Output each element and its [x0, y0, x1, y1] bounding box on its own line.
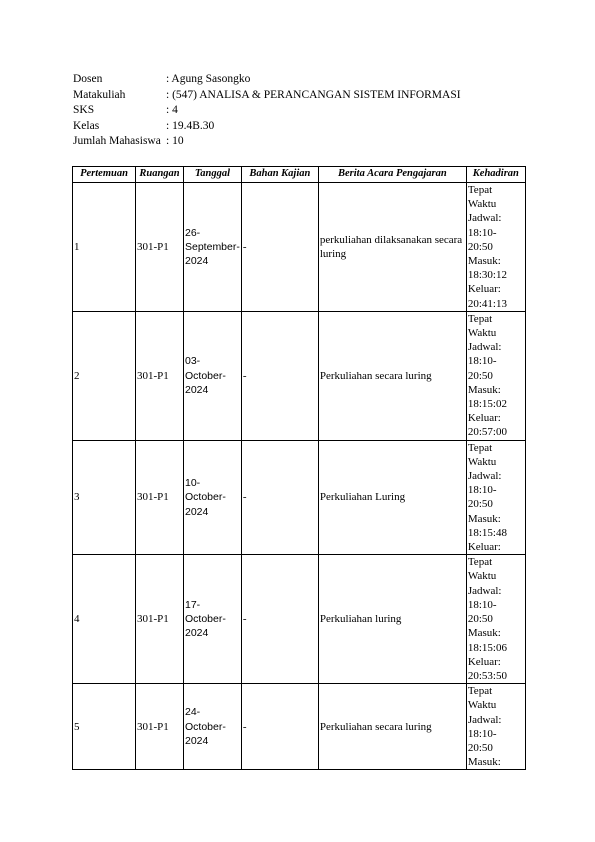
kehadiran-line: 18:30:12: [467, 269, 507, 282]
kehadiran-line: 18:15:02: [467, 398, 507, 411]
kehadiran-line: 18:10-: [467, 355, 497, 368]
kehadiran-line: Jadwal:: [467, 470, 502, 483]
tanggal-line: October-: [185, 720, 226, 733]
tanggal-line: 26-: [185, 226, 201, 239]
kehadiran-line: 20:50: [467, 369, 493, 382]
info-value: : 19.4B.30: [166, 119, 215, 132]
info-value: : (547) ANALISA & PERANCANGAN SISTEM INFORMASI: [166, 88, 461, 101]
kehadiran-line: 20:50: [467, 240, 493, 253]
info-row-sks: [73, 103, 461, 119]
table-row: [73, 684, 526, 770]
header-pertemuan: Pertemuan: [73, 167, 136, 183]
kehadiran-line: 20:41:13: [467, 297, 507, 310]
attendance-table: [72, 166, 526, 770]
kehadiran-line: Tepat: [467, 441, 493, 454]
kehadiran-line: Waktu: [467, 455, 497, 468]
info-row-kelas: [73, 119, 461, 135]
course-info: [73, 72, 461, 150]
tanggal-line: 10-: [185, 477, 201, 490]
cell-tanggal: [184, 440, 242, 555]
tanggal-line: 03-: [185, 355, 201, 368]
info-row-matakuliah: [73, 88, 461, 104]
table-row: [73, 440, 526, 555]
cell-tanggal: [184, 183, 242, 312]
kehadiran-line: Jadwal:: [467, 584, 502, 597]
info-value: : Agung Sasongko: [166, 73, 251, 85]
kehadiran-line: 18:10-: [467, 226, 497, 239]
tanggal-line: October-: [185, 369, 226, 382]
cell-berita-acara: Perkuliahan secara luring: [318, 311, 466, 440]
cell-ruangan: 301-P1: [136, 684, 184, 770]
info-label: Jumlah Mahasiswa: [73, 135, 161, 147]
info-label: Matakuliah: [73, 88, 126, 101]
cell-kehadiran: [466, 311, 525, 440]
tanggal-line: 2024: [185, 505, 209, 518]
tanggal-line: 24-: [185, 706, 201, 719]
kehadiran-line: Jadwal:: [467, 341, 502, 354]
kehadiran-line: 18:10-: [467, 598, 497, 611]
cell-ruangan: 301-P1: [136, 311, 184, 440]
cell-pertemuan: 3: [73, 440, 136, 555]
kehadiran-line: Keluar:: [467, 541, 501, 554]
cell-tanggal: [184, 555, 242, 684]
cell-tanggal: [184, 684, 242, 770]
cell-ruangan: 301-P1: [136, 555, 184, 684]
kehadiran-line: 20:53:50: [467, 669, 507, 682]
cell-ruangan: 301-P1: [136, 440, 184, 555]
info-row-dosen: [73, 72, 461, 88]
cell-kehadiran: [466, 183, 525, 312]
table-row: [73, 183, 526, 312]
cell-kehadiran: [466, 684, 525, 770]
tanggal-line: 2024: [185, 383, 209, 396]
info-label: Kelas: [73, 119, 100, 132]
kehadiran-line: Jadwal:: [467, 212, 502, 225]
cell-berita-acara: perkuliahan dilaksanakan secara luring: [318, 183, 466, 312]
cell-pertemuan: 2: [73, 311, 136, 440]
cell-bahan-kajian: -: [241, 440, 318, 555]
kehadiran-line: 18:10-: [467, 484, 497, 497]
kehadiran-line: Keluar:: [467, 283, 501, 296]
kehadiran-line: Waktu: [467, 327, 497, 340]
cell-tanggal: [184, 311, 242, 440]
kehadiran-line: 18:10-: [467, 727, 497, 740]
header-tanggal: Tanggal: [184, 167, 242, 183]
header-berita-acara: Berita Acara Pengajaran: [318, 167, 466, 183]
cell-berita-acara: Perkuliahan luring: [318, 555, 466, 684]
kehadiran-line: Jadwal:: [467, 713, 502, 726]
header-ruangan: Ruangan: [136, 167, 184, 183]
kehadiran-line: Tepat: [467, 685, 493, 698]
table-header-row: [73, 167, 526, 183]
cell-berita-acara: Perkuliahan secara luring: [318, 684, 466, 770]
kehadiran-line: Waktu: [467, 699, 497, 712]
kehadiran-line: Masuk:: [467, 255, 501, 268]
cell-bahan-kajian: -: [241, 555, 318, 684]
info-row-jumlah-mahasiswa: [73, 134, 461, 150]
cell-pertemuan: 5: [73, 684, 136, 770]
header-kehadiran: Kehadiran: [466, 167, 525, 183]
kehadiran-line: 20:50: [467, 498, 493, 511]
cell-pertemuan: 4: [73, 555, 136, 684]
kehadiran-line: 18:15:48: [467, 526, 507, 539]
kehadiran-line: 20:50: [467, 613, 493, 626]
cell-pertemuan: 1: [73, 183, 136, 312]
header-bahan-kajian: Bahan Kajian: [241, 167, 318, 183]
cell-kehadiran: [466, 440, 525, 555]
tanggal-line: October-: [185, 491, 226, 504]
kehadiran-line: Masuk:: [467, 756, 501, 769]
kehadiran-line: 20:50: [467, 741, 493, 754]
cell-kehadiran: [466, 555, 525, 684]
table-row: [73, 311, 526, 440]
cell-berita-acara: Perkuliahan Luring: [318, 440, 466, 555]
tanggal-line: 17-: [185, 598, 201, 611]
info-label: SKS: [73, 104, 95, 116]
kehadiran-line: Tepat: [467, 184, 493, 196]
kehadiran-line: Waktu: [467, 570, 497, 583]
table-row: [73, 555, 526, 684]
tanggal-line: 2024: [185, 734, 209, 747]
tanggal-line: October-: [185, 613, 226, 626]
info-value: : 10: [166, 135, 184, 147]
kehadiran-line: Keluar:: [467, 655, 501, 668]
tanggal-line: September-: [185, 240, 240, 253]
tanggal-line: 2024: [185, 627, 209, 640]
cell-bahan-kajian: -: [241, 183, 318, 312]
info-value: : 4: [166, 104, 178, 116]
info-label: Dosen: [73, 73, 103, 85]
kehadiran-line: Tepat: [467, 312, 493, 325]
kehadiran-line: Masuk:: [467, 512, 501, 525]
cell-bahan-kajian: -: [241, 684, 318, 770]
tanggal-line: 2024: [185, 255, 209, 268]
kehadiran-line: Masuk:: [467, 383, 501, 396]
kehadiran-line: Waktu: [467, 198, 497, 211]
kehadiran-line: 20:57:00: [467, 426, 507, 439]
kehadiran-line: 18:15:06: [467, 641, 507, 654]
cell-ruangan: 301-P1: [136, 183, 184, 312]
kehadiran-line: Masuk:: [467, 627, 501, 640]
kehadiran-line: Tepat: [467, 556, 493, 569]
kehadiran-line: Keluar:: [467, 412, 501, 425]
cell-bahan-kajian: -: [241, 311, 318, 440]
